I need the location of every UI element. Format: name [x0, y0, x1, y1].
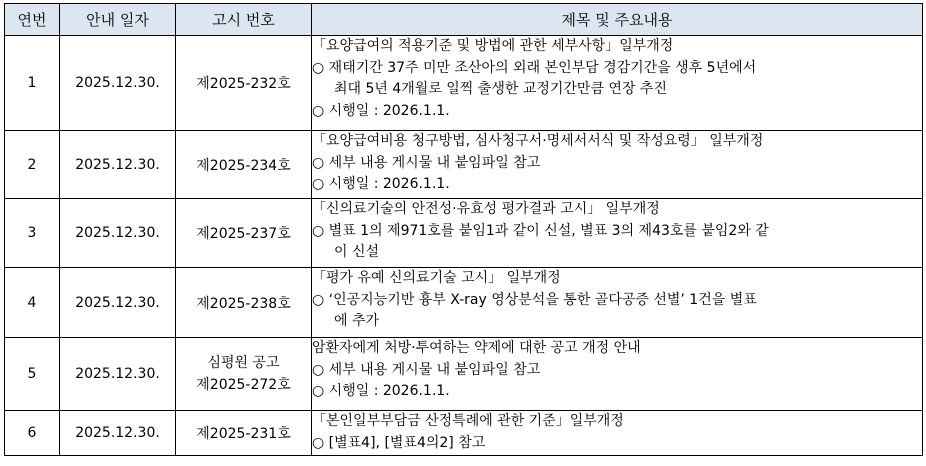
content-bullet: ○ 재태기간 37주 미만 조산아의 외래 본인부담 경감기간을 생후 5년에서 — [312, 59, 757, 76]
content-continuation: 최대 5년 4개월로 일찍 출생한 교정기간만큼 연장 추진 — [334, 81, 667, 97]
row-date: 2025.12.30. — [60, 131, 176, 199]
header-content: 제목 및 주요내용 — [312, 4, 923, 36]
header-date: 안내 일자 — [60, 4, 176, 36]
content-bullet: ○ 시행일 : 2026.1.1. — [312, 102, 450, 119]
row-date: 2025.12.30. — [60, 199, 176, 268]
row-content — [312, 131, 923, 199]
row-no: 5 — [5, 338, 60, 411]
row-no: 3 — [5, 199, 60, 268]
row-content — [312, 411, 923, 456]
header-row — [5, 4, 923, 36]
content-bullet: ○ 세부 내용 게시물 내 붙임파일 참고 — [312, 154, 541, 171]
row-notice-number: 제2025-237호 — [176, 199, 312, 268]
row-notice-number — [176, 338, 312, 411]
content-bullet: ○ 세부 내용 게시물 내 붙임파일 참고 — [312, 361, 541, 378]
content-bullet: ○ 시행일 : 2026.1.1. — [312, 176, 450, 192]
row-date: 2025.12.30. — [60, 338, 176, 411]
content-title: 「요양급여비용 청구방법, 심사청구서·명세서서식 및 작성요령」 일부개정 — [312, 133, 764, 149]
notice-table — [4, 3, 923, 456]
content-title: 「신의료기술의 안전성·유효성 평가결과 고시」 일부개정 — [312, 201, 660, 217]
header-no: 연번 — [5, 4, 60, 36]
row-date: 2025.12.30. — [60, 411, 176, 456]
row-no: 2 — [5, 131, 60, 199]
row-notice-number: 제2025-231호 — [176, 411, 312, 456]
row-content — [312, 36, 923, 131]
row-notice-number: 제2025-238호 — [176, 268, 312, 338]
notice-number-line: 심평원 공고 — [207, 355, 280, 371]
content-bullet: ○ 별표 1의 제971호를 붙임1과 같이 신설, 별표 3의 제43호를 붙임2와 같 — [312, 222, 769, 239]
content-title: 「요양급여의 적용기준 및 방법에 관한 세부사항」일부개정 — [312, 38, 674, 54]
content-continuation: 이 신설 — [334, 244, 380, 260]
content-bullet: ○ 시행일 : 2026.1.1. — [312, 383, 450, 399]
row-notice-number: 제2025-234호 — [176, 131, 312, 199]
row-content — [312, 268, 923, 338]
table-row — [5, 411, 923, 456]
row-content — [312, 199, 923, 268]
row-date: 2025.12.30. — [60, 36, 176, 131]
row-no: 1 — [5, 36, 60, 131]
content-bullet: ○ ‘인공지능기반 흉부 X-ray 영상분석을 통한 골다공증 선별’ 1건을 별표 — [312, 291, 757, 308]
content-continuation: 에 추가 — [334, 313, 380, 329]
row-notice-number: 제2025-232호 — [176, 36, 312, 131]
table-row — [5, 268, 923, 338]
row-date: 2025.12.30. — [60, 268, 176, 338]
content-title: 「본인일부부담금 산정특례에 관한 기준」일부개정 — [312, 413, 624, 429]
content-title: 암환자에게 처방·투여하는 약제에 대한 공고 개정 안내 — [312, 340, 641, 356]
header-notice-number: 고시 번호 — [176, 4, 312, 36]
table-row — [5, 36, 923, 131]
content-bullet: ○ [별표4], [별표4의2] 참고 — [312, 434, 486, 451]
table-row — [5, 338, 923, 411]
content-title: 「평가 유예 신의료기술 고시」 일부개정 — [312, 270, 561, 286]
table-row — [5, 199, 923, 268]
notice-number-line: 제2025-272호 — [196, 377, 291, 393]
table-row — [5, 131, 923, 199]
row-content — [312, 338, 923, 411]
row-no: 6 — [5, 411, 60, 456]
row-no: 4 — [5, 268, 60, 338]
